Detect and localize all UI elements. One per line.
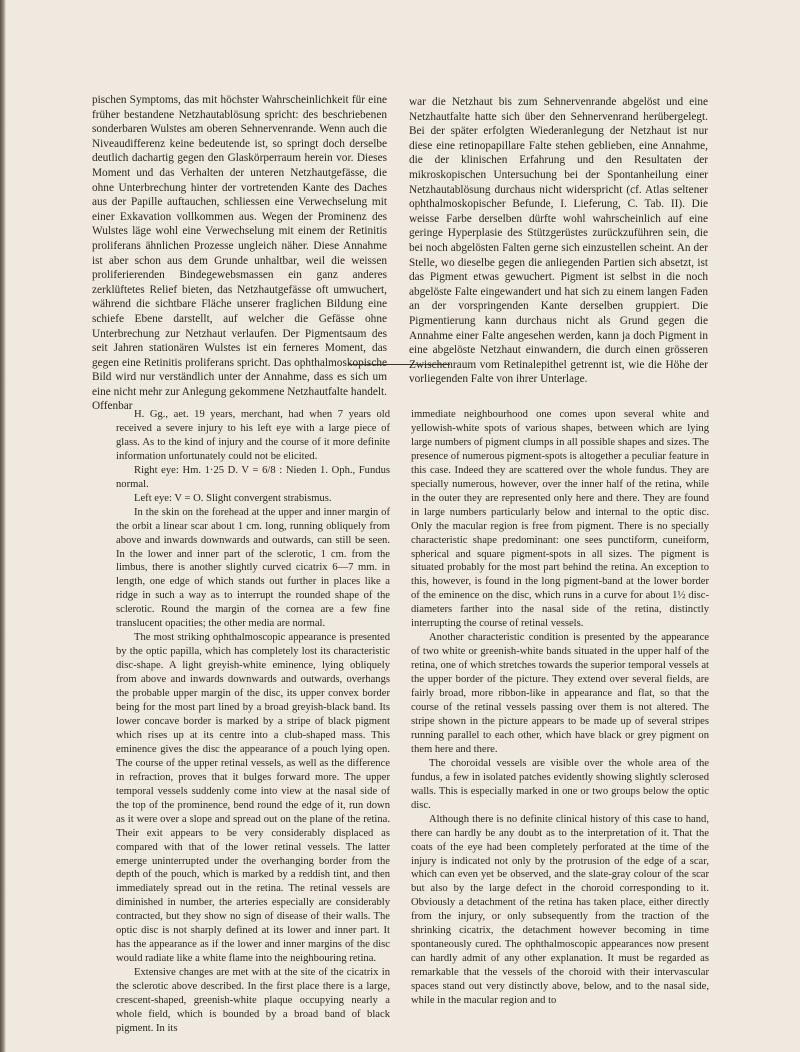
paragraph: Another characteristic condition is presented by the appearance of two white or greenish-white bands situated in the upper half of the retina, one of which stretches towards the superior temporal vessels at the upper border of the picture. They extend over several fields, are fairly broad, more ribbon-like in appearance and flat, so that the course of the retinal vessels passing over them is not altered. The stripe shown in the picture appears to be made up of several stripes running parallel to each other, which have black or grey pigment on them here and there. <box>411 632 709 755</box>
paragraph: war die Netzhaut bis zum Sehnervenrande abgelöst und eine Netzhautfalte hatte sich über den Sehnervenrand herübergelegt. Bei der später erfolgten Wiederanlegung der Netzhaut ist nur diese eine retinopapillare Falte stehen geblieben, eine Annahme, die der klinischen Erfahrung und den Resultaten der mikroskopischen Untersuchung bei der Spontanheilung einer Netzhautablösung durchaus nicht widerspricht (cf. Atlas seltener ophthalmoskopischer Befunde, I. Lieferung, C. Tab. II). Die weisse Farbe derselben dürfte wohl wahrscheinlich auf eine geringe Hyperplasie des Stützgerüstes zurückzuführen sein, die bei noch abgelösten Falten gerne sich einzustellen scheint. An der Stelle, wo dieselbe gegen die anliegenden Partien sich absetzt, ist das Pigment etwas gewuchert. Pigment ist selbst in die noch abgelöste Falte eingewandert und hat sich zu einem langen Faden an der vorspringenden Kante derselben gruppiert. Die Pigmentierung kann durchaus nicht als Grund gegen die Annahme einer Falte angesehen werden, kann ja doch Pigment in eine abgelöste Netzhaut einwandern, die durch einen grösseren Zwischenraum vom Retinalepithel getrennt ist, wie die Höhe der vorliegenden Falte von ihrer Unterlage. <box>409 96 708 386</box>
paragraph: H. Gg., aet. 19 years, merchant, had when 7 years old received a severe injury to his left eye with a large piece of glass. As to the kind of injury and the course of it more definite information unfortunately could not be elicited. <box>116 409 390 462</box>
paragraph: The choroidal vessels are visible over the whole area of the fundus, a few in isolated patches evidently showing slightly sclerosed walls. This is especially marked in one or two groups below the optic disc. <box>411 757 709 811</box>
page-binding-edge <box>0 0 6 1052</box>
paragraph: pischen Symptoms, das mit höchster Wahrscheinlichkeit für eine früher bestandene Netzhautablösung spricht: des beschriebenen sonderbaren Wulstes am oberen Sehnervenrande. Wenn auch die Niveaudifferenz keine bedeutende ist, so springt doch derselbe deutlich dachartig gegen den Glaskörperraum herein vor. Dieses Moment und das Verhalten der unteren Netzhautgefässe, die ohne Unterbrechung hinter der vortretenden Kante des Daches aus der Papille auftauchen, schliessen eine Verwechselung mit einer Exkavation vollkommen aus. Wegen der Prominenz des Wulstes läge wohl eine Verwechselung mit einem der Retinitis proliferans ähnlichen Prozesse ungleich näher. Diese Annahme ist aber schon aus dem Grunde unhaltbar, weil die weissen proliferierenden Bindegewebsmassen ein ganz anderes zerklüftetes Relief bieten, das Netzhautgefässe oft umwuchert, während die sichtbare Fläche unserer fraglichen Bildung eine schiefe Ebene darstellt, auf welcher die Gefässe ohne Unterbrechung zur Netzhaut verlaufen. Der Pigmentsaum des seit Jahren stationären Wulstes ist ein ferneres Moment, das gegen eine Retinitis proliferans spricht. Das ophthalmoskopische Bild wird nur verständlich unter der Annahme, dass es sich um eine nicht mehr zur Anlegung gekommene Netzhautfalte handelt. Offenbar <box>92 94 387 413</box>
german-text-left-column <box>92 93 387 414</box>
paragraph: immediate neighbourhood one comes upon several white and yellowish-white spots of various shapes, between which are lying large numbers of pigment clumps in all possible shapes and sizes. The presence of numerous pigment-spots is altogether a peculiar feature in this case. Indeed they are scattered over the whole fundus. They are specially numerous, however, over the inner half of the retina, while in the outer they are represented only here and there. They are found in large numbers particularly below and internal to the optic disc. Only the macular region is free from pigment. There is no specially characteristic shape predominant: one sees punctiform, cuneiform, spherical and square pigment-spots in all sizes. The pigment is situated probably for the most part behind the retina. An exception to this, however, is found in the long pigment-band at the lower border of the eminence on the disc, which runs in a curve for about 1½ disc-diameters farther into the nasal side of the retina, distinctly interrupting the course of retinal vessels. <box>411 409 709 630</box>
english-text-left-column <box>116 408 390 1036</box>
paragraph: Left eye: V = O. Slight convergent strabismus. <box>134 492 332 504</box>
section-divider <box>348 364 450 365</box>
paragraph: Although there is no definite clinical history of this case to hand, there can hardly be any doubt as to the interpretation of it. That the coats of the eye had been completely perforated at the time of the injury is indicated not only by the protrusion of the edge of a scar, which can even yet be observed, and the slate-gray colour of the scar but also by the large defect in the choroid corresponding to it. Obviously a detachment of the retina has taken place, either directly from the injury, or only subsequently from the traction of the shrinking cicatrix, the detachment however becoming in time spontaneously cured. The ophthalmoscopic appearances now present can hardly admit of any other explanation. It must be regarded as remarkable that the vessels of the choroid with their intervascular spaces stand out very distinctly above, below, and to the nasal side, while in the macular region and to <box>411 813 709 1007</box>
paragraph: Extensive changes are met with at the site of the cicatrix in the sclerotic above described. In the first place there is a large, crescent-shaped, greenish-white plaque occupying nearly a whole field, which is bounded by a broad band of black pigment. In its <box>116 967 390 1034</box>
paragraph: The most striking ophthalmoscopic appearance is presented by the optic papilla, which has completely lost its characteristic disc-shape. A light greyish-white eminence, lying obliquely from above and inwards downwards and outwards, overhangs the probable upper margin of the disc, its upper convex border being for the most part lined by a broad greyish-black band. Its lower concave border is marked by a stripe of black pigment which rises up at its centre into a club-shaped mass. This eminence gives the disc the appearance of a pouch lying open. The course of the upper retinal vessels, as well as the difference in refraction, proves that it bulges forward more. The upper temporal vessels suddenly come into view at the nasal side of the top of the prominence, bend round the edge of it, run down as it were over a slope and spread out on the plane of the retina. Their exit appears to be very considerably displaced as compared with that of the lower retinal vessels. The latter emerge uninterrupted under the overhanging border from the depth of the pouch, which is marked by a reddish tint, and then immediately spread out in the retina. The retinal vessels are diminished in number, the arteries especially are considerably contracted, but they show no sign of disease of their walls. The optic disc is not sharply defined at its lower and inner part. It has the appearance as if the lower and inner margins of the disc would radiate like a white flame into the neighbouring retina. <box>116 632 390 965</box>
paragraph: In the skin on the forehead at the upper and inner margin of the orbit a linear scar about 1 cm. long, running obliquely from above and inwards downwards and outwards, can still be seen. In the lower and inner part of the sclerotic, 1 cm. from the limbus, there is another slightly curved cicatrix 6—7 mm. in length, one edge of which stands out further in places like a ridge in such a way as to interrupt the rounded shape of the sclerotic. Round the margin of the cornea are a few fine translucent opacities; the other media are normal. <box>116 506 390 630</box>
english-text-right-column <box>411 408 709 1008</box>
german-text-right-column <box>409 95 708 387</box>
paragraph: Right eye: Hm. 1·25 D. V = 6/8 : Nieden 1. Oph., Fundus normal. <box>116 464 390 490</box>
